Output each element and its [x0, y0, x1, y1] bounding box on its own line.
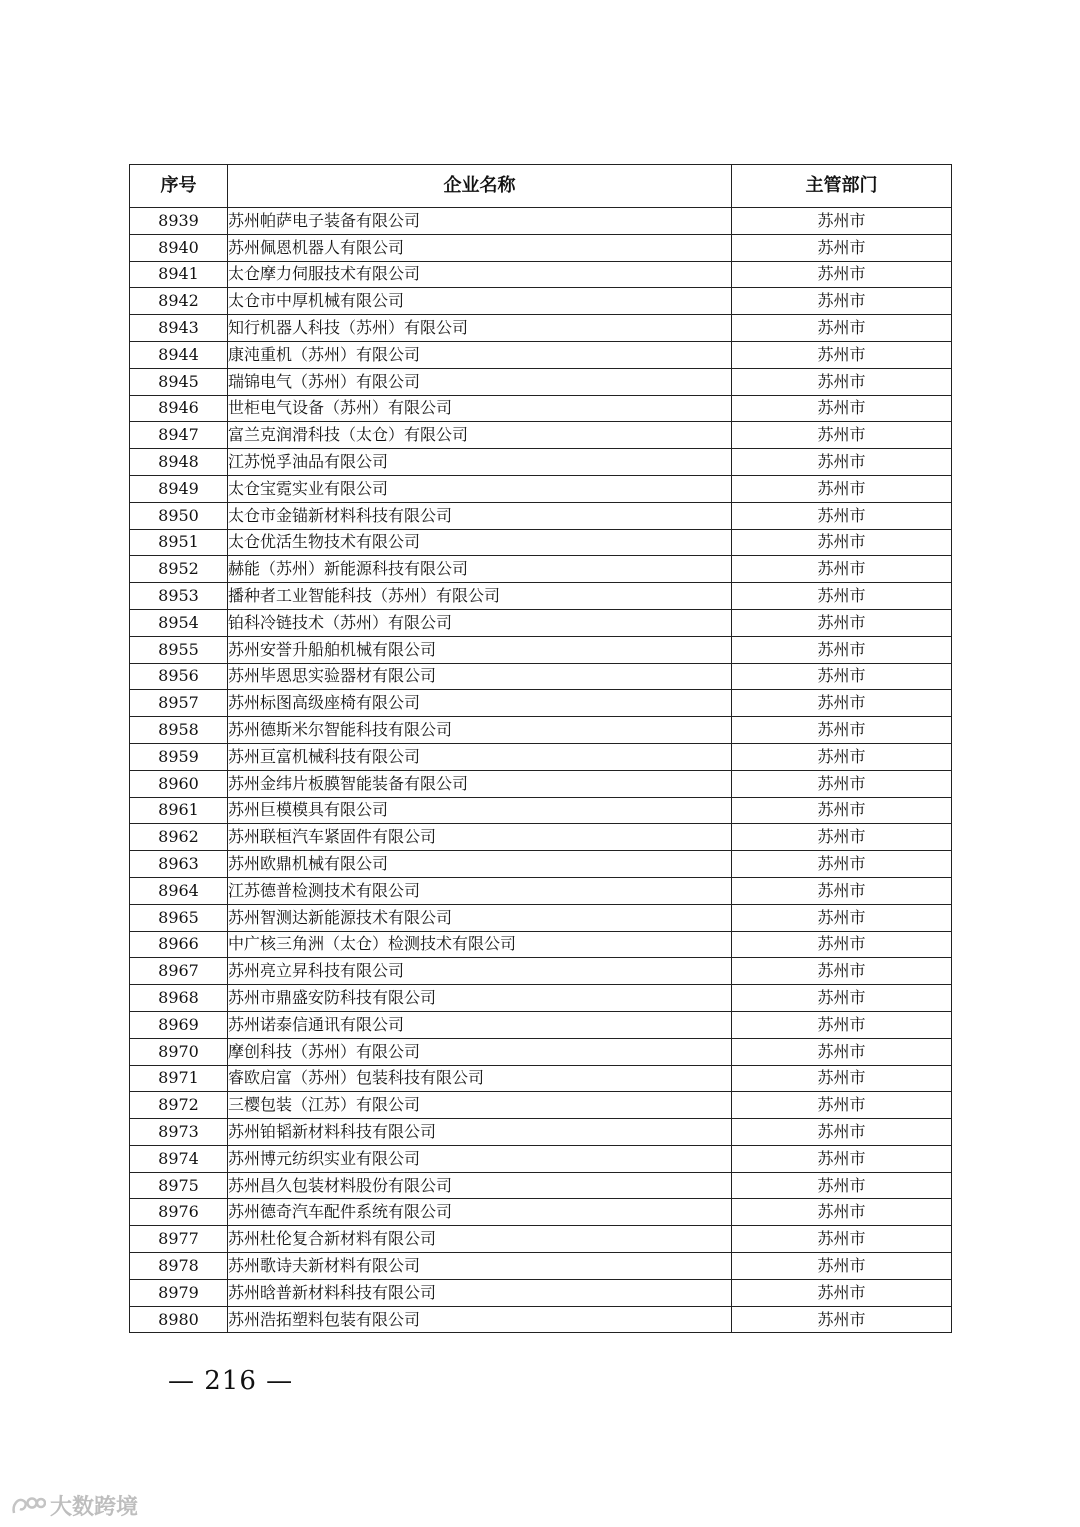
row-number: 8956 [130, 663, 228, 690]
table-row [130, 609, 952, 636]
department: 苏州市 [732, 1279, 952, 1306]
department: 苏州市 [732, 743, 952, 770]
department: 苏州市 [732, 985, 952, 1012]
company-name: 苏州德奇汽车配件系统有限公司 [228, 1199, 732, 1226]
company-name: 苏州德斯米尔智能科技有限公司 [228, 717, 732, 744]
row-number: 8955 [130, 636, 228, 663]
table-row [130, 475, 952, 502]
company-name: 苏州市鼎盛安防科技有限公司 [228, 985, 732, 1012]
row-number: 8945 [130, 368, 228, 395]
company-name: 苏州诺泰信通讯有限公司 [228, 1011, 732, 1038]
table-row [130, 315, 952, 342]
company-name: 苏州晗普新材料科技有限公司 [228, 1279, 732, 1306]
row-number: 8940 [130, 234, 228, 261]
company-name: 苏州浩拓塑料包装有限公司 [228, 1306, 732, 1333]
department: 苏州市 [732, 1092, 952, 1119]
department: 苏州市 [732, 958, 952, 985]
department: 苏州市 [732, 341, 952, 368]
row-number: 8960 [130, 770, 228, 797]
table-row [130, 529, 952, 556]
department: 苏州市 [732, 422, 952, 449]
department: 苏州市 [732, 1253, 952, 1280]
table-row [130, 1119, 952, 1146]
row-number: 8943 [130, 315, 228, 342]
table-row [130, 770, 952, 797]
company-name: 睿欧启富（苏州）包装科技有限公司 [228, 1065, 732, 1092]
table-row [130, 797, 952, 824]
row-number: 8979 [130, 1279, 228, 1306]
watermark [10, 1490, 138, 1521]
table-row [130, 583, 952, 610]
department: 苏州市 [732, 395, 952, 422]
table-row [130, 449, 952, 476]
row-number: 8947 [130, 422, 228, 449]
row-number: 8951 [130, 529, 228, 556]
row-number: 8963 [130, 851, 228, 878]
table-row [130, 985, 952, 1012]
department: 苏州市 [732, 1172, 952, 1199]
table-body [130, 208, 952, 1333]
row-number: 8949 [130, 475, 228, 502]
department: 苏州市 [732, 1199, 952, 1226]
row-number: 8948 [130, 449, 228, 476]
table-row [130, 1038, 952, 1065]
department: 苏州市 [732, 261, 952, 288]
department: 苏州市 [732, 1306, 952, 1333]
department: 苏州市 [732, 690, 952, 717]
company-name: 江苏德普检测技术有限公司 [228, 877, 732, 904]
table-header-row [130, 165, 952, 208]
company-name: 太仓摩力伺服技术有限公司 [228, 261, 732, 288]
row-number: 8980 [130, 1306, 228, 1333]
department: 苏州市 [732, 583, 952, 610]
row-number: 8958 [130, 717, 228, 744]
row-number: 8952 [130, 556, 228, 583]
department: 苏州市 [732, 1119, 952, 1146]
company-list-table-container [129, 164, 951, 1333]
watermark-text: 大数跨境 [50, 1495, 139, 1520]
company-name: 铂科冷链技术（苏州）有限公司 [228, 609, 732, 636]
company-name: 苏州杜伦复合新材料有限公司 [228, 1226, 732, 1253]
company-name: 富兰克润滑科技（太仓）有限公司 [228, 422, 732, 449]
company-name: 三樱包装（江苏）有限公司 [228, 1092, 732, 1119]
department: 苏州市 [732, 1011, 952, 1038]
company-name: 苏州亮立昇科技有限公司 [228, 958, 732, 985]
table-row [130, 824, 952, 851]
table-row [130, 1279, 952, 1306]
company-name: 苏州昌久包装材料股份有限公司 [228, 1172, 732, 1199]
row-number: 8957 [130, 690, 228, 717]
row-number: 8966 [130, 931, 228, 958]
department: 苏州市 [732, 609, 952, 636]
table-row [130, 931, 952, 958]
company-name: 康沌重机（苏州）有限公司 [228, 341, 732, 368]
department: 苏州市 [732, 931, 952, 958]
table-row [130, 234, 952, 261]
company-name: 知行机器人科技（苏州）有限公司 [228, 315, 732, 342]
department: 苏州市 [732, 717, 952, 744]
company-name: 太仓宝霓实业有限公司 [228, 475, 732, 502]
company-name: 中广核三角洲（太仓）检测技术有限公司 [228, 931, 732, 958]
table-row [130, 422, 952, 449]
row-number: 8971 [130, 1065, 228, 1092]
table-row [130, 1199, 952, 1226]
table-row [130, 1226, 952, 1253]
row-number: 8942 [130, 288, 228, 315]
table-row [130, 556, 952, 583]
company-name: 播种者工业智能科技（苏州）有限公司 [228, 583, 732, 610]
table-row [130, 395, 952, 422]
row-number: 8967 [130, 958, 228, 985]
row-number: 8978 [130, 1253, 228, 1280]
department: 苏州市 [732, 234, 952, 261]
table-row [130, 1092, 952, 1119]
row-number: 8946 [130, 395, 228, 422]
table-row [130, 851, 952, 878]
row-number: 8964 [130, 877, 228, 904]
department: 苏州市 [732, 851, 952, 878]
company-name: 苏州标图高级座椅有限公司 [228, 690, 732, 717]
department: 苏州市 [732, 1226, 952, 1253]
row-number: 8970 [130, 1038, 228, 1065]
company-name: 太仓市金锚新材料科技有限公司 [228, 502, 732, 529]
row-number: 8976 [130, 1199, 228, 1226]
company-name: 苏州博元纺织实业有限公司 [228, 1145, 732, 1172]
company-name: 苏州智测达新能源技术有限公司 [228, 904, 732, 931]
company-name: 苏州帕萨电子装备有限公司 [228, 208, 732, 235]
row-number: 8941 [130, 261, 228, 288]
company-name: 太仓优活生物技术有限公司 [228, 529, 732, 556]
company-name: 摩创科技（苏州）有限公司 [228, 1038, 732, 1065]
company-name: 苏州毕恩思实验器材有限公司 [228, 663, 732, 690]
department: 苏州市 [732, 208, 952, 235]
table-row [130, 636, 952, 663]
header-department: 主管部门 [732, 165, 952, 208]
table-row [130, 208, 952, 235]
company-name: 苏州亘富机械科技有限公司 [228, 743, 732, 770]
company-name: 赫能（苏州）新能源科技有限公司 [228, 556, 732, 583]
department: 苏州市 [732, 529, 952, 556]
department: 苏州市 [732, 502, 952, 529]
table-row [130, 743, 952, 770]
row-number: 8974 [130, 1145, 228, 1172]
table-row [130, 1145, 952, 1172]
table-row [130, 368, 952, 395]
company-name: 江苏悦孚油品有限公司 [228, 449, 732, 476]
header-company-name: 企业名称 [228, 165, 732, 208]
department: 苏州市 [732, 904, 952, 931]
department: 苏州市 [732, 288, 952, 315]
row-number: 8950 [130, 502, 228, 529]
row-number: 8969 [130, 1011, 228, 1038]
table-row [130, 1172, 952, 1199]
page-number: — 216 — [168, 1366, 294, 1396]
watermark-logo-icon [10, 1493, 46, 1519]
row-number: 8959 [130, 743, 228, 770]
table-row [130, 717, 952, 744]
table-row [130, 502, 952, 529]
row-number: 8973 [130, 1119, 228, 1146]
company-name: 苏州歌诗夫新材料有限公司 [228, 1253, 732, 1280]
company-name: 世柜电气设备（苏州）有限公司 [228, 395, 732, 422]
row-number: 8975 [130, 1172, 228, 1199]
department: 苏州市 [732, 1065, 952, 1092]
table-row [130, 1011, 952, 1038]
table-row [130, 261, 952, 288]
table-row [130, 663, 952, 690]
department: 苏州市 [732, 368, 952, 395]
department: 苏州市 [732, 315, 952, 342]
department: 苏州市 [732, 797, 952, 824]
table-row [130, 1306, 952, 1333]
company-name: 太仓市中厚机械有限公司 [228, 288, 732, 315]
table-row [130, 341, 952, 368]
row-number: 8972 [130, 1092, 228, 1119]
table-row [130, 877, 952, 904]
company-name: 瑞锦电气（苏州）有限公司 [228, 368, 732, 395]
table-row [130, 958, 952, 985]
company-name: 苏州欧鼎机械有限公司 [228, 851, 732, 878]
company-name: 苏州佩恩机器人有限公司 [228, 234, 732, 261]
department: 苏州市 [732, 636, 952, 663]
row-number: 8944 [130, 341, 228, 368]
department: 苏州市 [732, 824, 952, 851]
company-name: 苏州安誉升船舶机械有限公司 [228, 636, 732, 663]
department: 苏州市 [732, 770, 952, 797]
department: 苏州市 [732, 475, 952, 502]
department: 苏州市 [732, 877, 952, 904]
row-number: 8962 [130, 824, 228, 851]
row-number: 8939 [130, 208, 228, 235]
department: 苏州市 [732, 663, 952, 690]
department: 苏州市 [732, 1038, 952, 1065]
company-name: 苏州金纬片板膜智能装备有限公司 [228, 770, 732, 797]
table-row [130, 690, 952, 717]
department: 苏州市 [732, 449, 952, 476]
table-row [130, 1253, 952, 1280]
table-row [130, 288, 952, 315]
row-number: 8965 [130, 904, 228, 931]
company-list-table [129, 164, 952, 1333]
row-number: 8977 [130, 1226, 228, 1253]
company-name: 苏州巨模模具有限公司 [228, 797, 732, 824]
table-row [130, 1065, 952, 1092]
row-number: 8953 [130, 583, 228, 610]
header-number: 序号 [130, 165, 228, 208]
row-number: 8968 [130, 985, 228, 1012]
company-name: 苏州铂韬新材料科技有限公司 [228, 1119, 732, 1146]
row-number: 8961 [130, 797, 228, 824]
row-number: 8954 [130, 609, 228, 636]
table-row [130, 904, 952, 931]
department: 苏州市 [732, 1145, 952, 1172]
department: 苏州市 [732, 556, 952, 583]
table-header [130, 165, 952, 208]
company-name: 苏州联桓汽车紧固件有限公司 [228, 824, 732, 851]
